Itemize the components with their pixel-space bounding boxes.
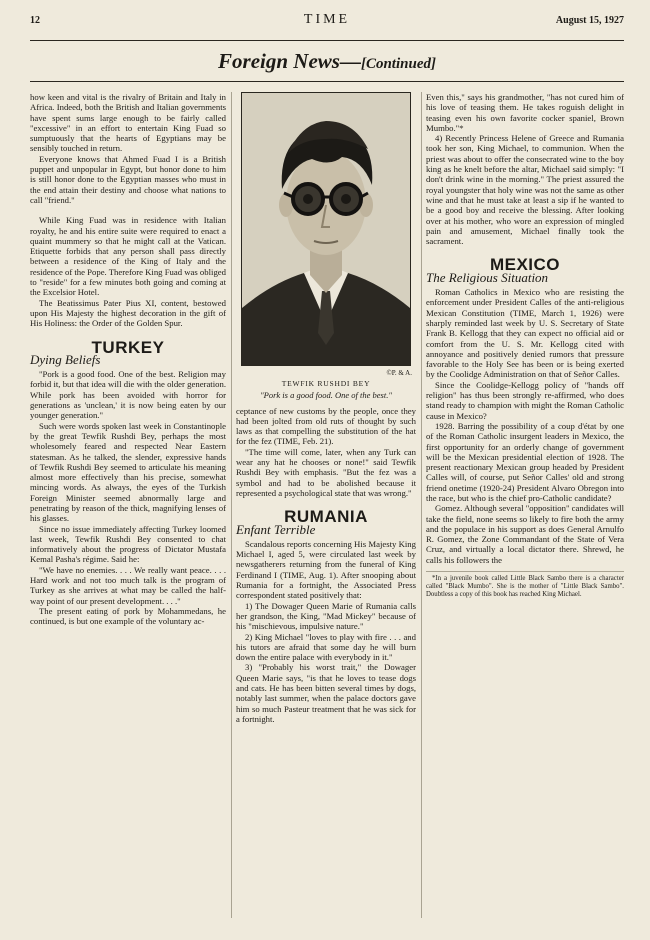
paragraph: Scandalous reports concerning His Majesty King Michael I, aged 5, were circulated last week by newsgatherers returning from the funeral of King Ferdinand I (TIME, Aug. 1). After snooping about Rumania for a fortnight, the Associated Press correspondent stated positively that: xyxy=(236,538,416,601)
footnote-text: *In a juvenile book called Little Black Sambo there is a character called "Black Mumbo". She is the mother of "Little Black Sambo". Doubtless a copy of this book has reached King Michael. xyxy=(426,575,624,599)
subheading-religious-situation: The Religious Situation xyxy=(426,269,549,285)
issue-date: August 15, 1927 xyxy=(555,15,624,26)
section-name: Foreign News— xyxy=(218,49,361,73)
page-number: 12 xyxy=(30,15,40,26)
paragraph: Everyone knows that Ahmed Fuad I is a British puppet and unpopular in Egypt, but honor done to him is still honor done to the Egyptian masses who must in the end attain their destiny and choose what nations to call "friend." xyxy=(30,153,226,205)
paragraph: Since the Coolidge-Kellogg policy of "hands off religion" has thus been strongly re-affirmed, who does stand ready to champion with might the Roman Catholic cause in Mexico? xyxy=(426,379,624,421)
section-continued: [Continued] xyxy=(360,56,436,72)
column-left xyxy=(30,92,226,627)
paragraph: Roman Catholics in Mexico who are resisting the enforcement under President Calles of the anti-religious Mexican Constitution (TIME, March 1, 1926) were sharply reminded last week by U. S. Secretary of State Frank B. Kellogg that they can expect no official aid or comfort from the U. S. Mr. Kellogg cited with annoyance and positively denied rumors that pressure favorable to the Holy See has been or is being exerted by the Coolidge Administration on that of Señor Calles. xyxy=(426,287,624,380)
caption-name: TEWFIK RUSHDI BEY xyxy=(281,379,371,389)
heading-rumania: RUMANIA xyxy=(284,507,368,527)
subheading-enfant-terrible: Enfant Terrible xyxy=(236,521,316,537)
paragraph: how keen and vital is the rivalry of Britain and Italy in Africa. Indeed, both the British and Italian governments have spent sums large enough to be fairly called "excessive" in an effort to entertain King Fuad so sumptuously that the hearts of Egyptians may be sensibly touched in return. xyxy=(30,92,226,154)
footnote xyxy=(426,571,624,599)
caption-quote: "Pork is a good food. One of the best." xyxy=(260,389,392,400)
paragraph: 1) The Dowager Queen Marie of Rumania calls her grandson, the King, "Mad Mickey" because of his "mischievous, impulsive nature." xyxy=(236,600,416,632)
paragraph: 4) Recently Princess Helene of Greece and Rumania took her son, King Michael, to communion. When the priest was about to offer the consecrated wine to the boy king as he knelt before the altar, Michael said simply: "I don't drink wine in the morning." The priest assured the royal youngster that holy wine was not the same as other wine and that he must take at least a sip if he wanted to be a good boy and receive the blessing. After looking over at his mother, who wore an expression of mingled pain and amusement, Michael finally took the sacrament. xyxy=(426,133,624,247)
paragraph: Since no issue immediately affecting Turkey loomed last week, Tewfik Rushdi Bey consented to chat informatively about the progress of Dictator Mustafa Kemal Pasha's régime. Said he: xyxy=(30,523,226,565)
subheading-dying-beliefs: Dying Beliefs xyxy=(30,351,101,367)
paragraph: "We have no enemies. . . . We really want peace. . . . Hard work and not too much talk is the program of Turkey as she arrives at what may be called the half-way point of our present development. . . ." xyxy=(30,564,226,606)
photo-credit: ©P. & A. xyxy=(386,369,412,377)
paragraph: Even this," says his grandmother, "has not cured him of his love of teasing them. He takes roguish delight in teasing even his own favorite cocker spaniel, Brown Mumbo."* xyxy=(426,92,624,133)
column-middle xyxy=(236,92,416,724)
paragraph: 2) King Michael "loves to play with fire . . . and his tutors are afraid that some day he will burn down the entire palace with everybody in it." xyxy=(236,631,416,663)
magazine-title: TIME xyxy=(303,12,351,27)
paragraph: Such were words spoken last week in Constantinople by the great Tewfik Rushdi Bey, perhaps the most wholesomely feared and respected Near Eastern statesman. As he talked, the slender, expressive hands of Tewfik Rushdi Bey seemed to articulate his meaning almost more effectively than his precise, somewhat mincing words. As always, the eyes of the Turkish Foreign Minister seemed abnormally large and penetrating by reason of the thick, magnifying lenses of his glasses. xyxy=(30,420,226,524)
paragraph: While King Fuad was in residence with Italian royalty, he and his entire suite were required to enact a quaint mummery so that he might call at the Vatican. Etiquette forbids that any person shall pass directly between a residence of the King of Italy and the residence of the Pope. Therefore King Fuad was obliged to "reside" for a few minutes both going and coming at the Excelsior Hotel. xyxy=(30,215,226,298)
paragraph: "Pork is a good food. One of the best. Religion may forbid it, but that idea will die with the older generation. While pork has been avoided with horror for generations as 'unclean,' it is now being eaten by our younger generation." xyxy=(30,369,226,421)
column-divider xyxy=(231,92,232,918)
column-divider xyxy=(421,92,422,918)
paragraph: ceptance of new customs by the people, once they had been jolted from old ruts of thought by such laws as that compelling the substitution of the hat for the fez (TIME, Feb. 21). xyxy=(236,405,416,447)
paragraph: Gomez. Although several "opposition" candidates will take the field, none seems so likely to fire both the army and the populace in his support as does General Arnulfo R. Gomez, the Zone Commandant of the State of Vera Cruz, and virtually a local dictator there. Shrewd, he calls his followers the xyxy=(426,503,625,565)
heading-turkey: TURKEY xyxy=(91,337,165,357)
paragraph: 3) "Probably his worst trait," the Dowager Queen Marie says, "is that he loves to tease dogs and cats. He has been bitten several times by dogs, notably last summer, when the palace doctors gave him so much Pasteur treatment that he was sick for a fortnight. xyxy=(236,662,416,724)
portrait-photo xyxy=(241,92,411,366)
portrait-illustration xyxy=(242,93,410,365)
paragraph: The present eating of pork by Mohammedans, he continued, is but one example of the voluntary ac- xyxy=(30,605,226,627)
heading-mexico: MEXICO xyxy=(489,255,561,275)
column-right xyxy=(426,92,624,599)
section-title xyxy=(30,40,624,82)
paragraph: 1928. Barring the possibility of a coup d'état by one of the Roman Catholic insurgent leaders in Mexico, the first opportunity for an orderly change of government will be the Mexican presidential election of 1928. The present reactionary Mexican group headed by President Calles will, of course, put Señor Calles' old and strong friend onetime (1920-24) President Alvaro Obregon into the race, but who is the chief pro-Catholic candidate? xyxy=(426,420,624,503)
paragraph: "The time will come, later, when any Turk can wear any hat he chooses or none!" said Tewfik Rushdi Bey with emphasis. "But the fez was a symbol and had to be abolished because it represented a psychological state that was wrong." xyxy=(236,446,416,498)
paragraph: The Beatissimus Pater Pius XI, content, bestowed upon His Majesty the highest decoration in the gift of His Holiness: the Order of the Golden Spur. xyxy=(30,297,226,329)
running-header xyxy=(30,12,624,30)
